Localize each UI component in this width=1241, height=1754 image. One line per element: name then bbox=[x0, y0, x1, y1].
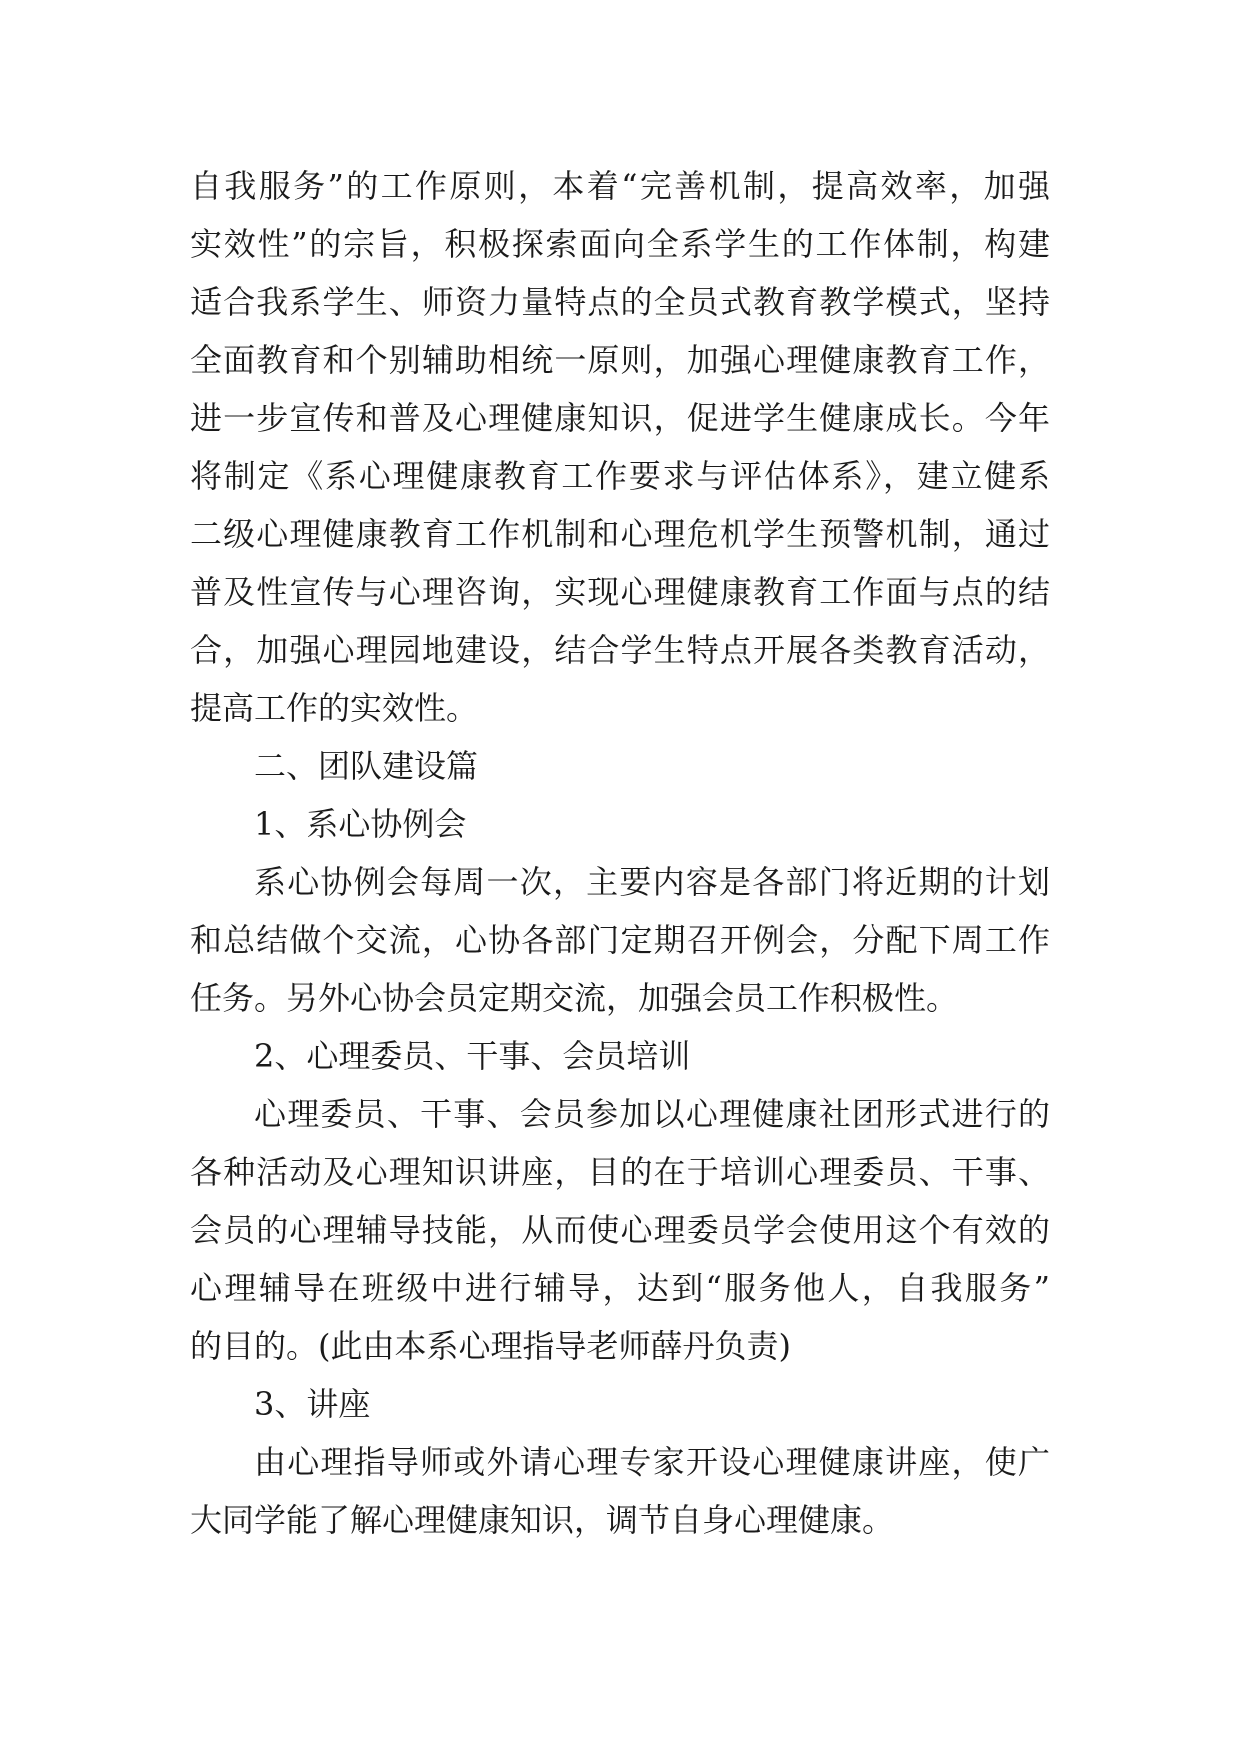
text-line: 提高工作的实效性。 bbox=[190, 689, 479, 727]
text-line: 进一步宣传和普及心理健康知识，促进学生健康成长。今年 bbox=[190, 399, 1050, 437]
text-line: 心理委员、干事、会员参加以心理健康社团形式进行的 bbox=[254, 1095, 1050, 1133]
text-line: 将制定《系心理健康教育工作要求与评估体系》，建立健系 bbox=[190, 457, 1050, 495]
text-line: 自我服务”的工作原则，本着“完善机制，提高效率，加强 bbox=[190, 167, 1050, 205]
text-line: 各种活动及心理知识讲座，目的在于培训心理委员、干事、 bbox=[190, 1153, 1050, 1191]
text-line: 系心协例会每周一次，主要内容是各部门将近期的计划 bbox=[254, 863, 1050, 901]
text-line: 和总结做个交流，心协各部门定期召开例会，分配下周工作 bbox=[190, 921, 1050, 959]
intro-paragraph bbox=[190, 157, 1050, 737]
text-line: 二级心理健康教育工作机制和心理危机学生预警机制，通过 bbox=[190, 515, 1050, 553]
text-line: 普及性宣传与心理咨询，实现心理健康教育工作面与点的结 bbox=[190, 573, 1050, 611]
item-heading-1: 1、系心协例会 bbox=[254, 805, 467, 843]
item-heading-2: 2、心理委员、干事、会员培训 bbox=[254, 1037, 691, 1075]
item-paragraph-2 bbox=[190, 1085, 1050, 1375]
document-body bbox=[190, 157, 1050, 1549]
section-heading: 二、团队建设篇 bbox=[254, 747, 479, 785]
item-paragraph-3 bbox=[190, 1433, 1050, 1549]
text-line: 由心理指导师或外请心理专家开设心理健康讲座，使广 bbox=[254, 1443, 1050, 1481]
text-line: 全面教育和个别辅助相统一原则，加强心理健康教育工作， bbox=[190, 341, 1050, 379]
text-line: 实效性”的宗旨，积极探索面向全系学生的工作体制，构建 bbox=[190, 225, 1050, 263]
text-line: 适合我系学生、师资力量特点的全员式教育教学模式，坚持 bbox=[190, 283, 1050, 321]
text-line: 会员的心理辅导技能，从而使心理委员学会使用这个有效的 bbox=[190, 1211, 1050, 1249]
text-line: 合，加强心理园地建设，结合学生特点开展各类教育活动， bbox=[190, 631, 1050, 669]
text-line: 的目的。(此由本系心理指导老师薛丹负责) bbox=[190, 1327, 791, 1365]
text-line: 大同学能了解心理健康知识，调节自身心理健康。 bbox=[190, 1501, 895, 1539]
text-line: 心理辅导在班级中进行辅导，达到“服务他人，自我服务” bbox=[190, 1269, 1050, 1307]
item-paragraph-1 bbox=[190, 853, 1050, 1027]
item-heading-3: 3、讲座 bbox=[254, 1385, 371, 1423]
text-line: 任务。另外心协会员定期交流，加强会员工作积极性。 bbox=[190, 979, 959, 1017]
